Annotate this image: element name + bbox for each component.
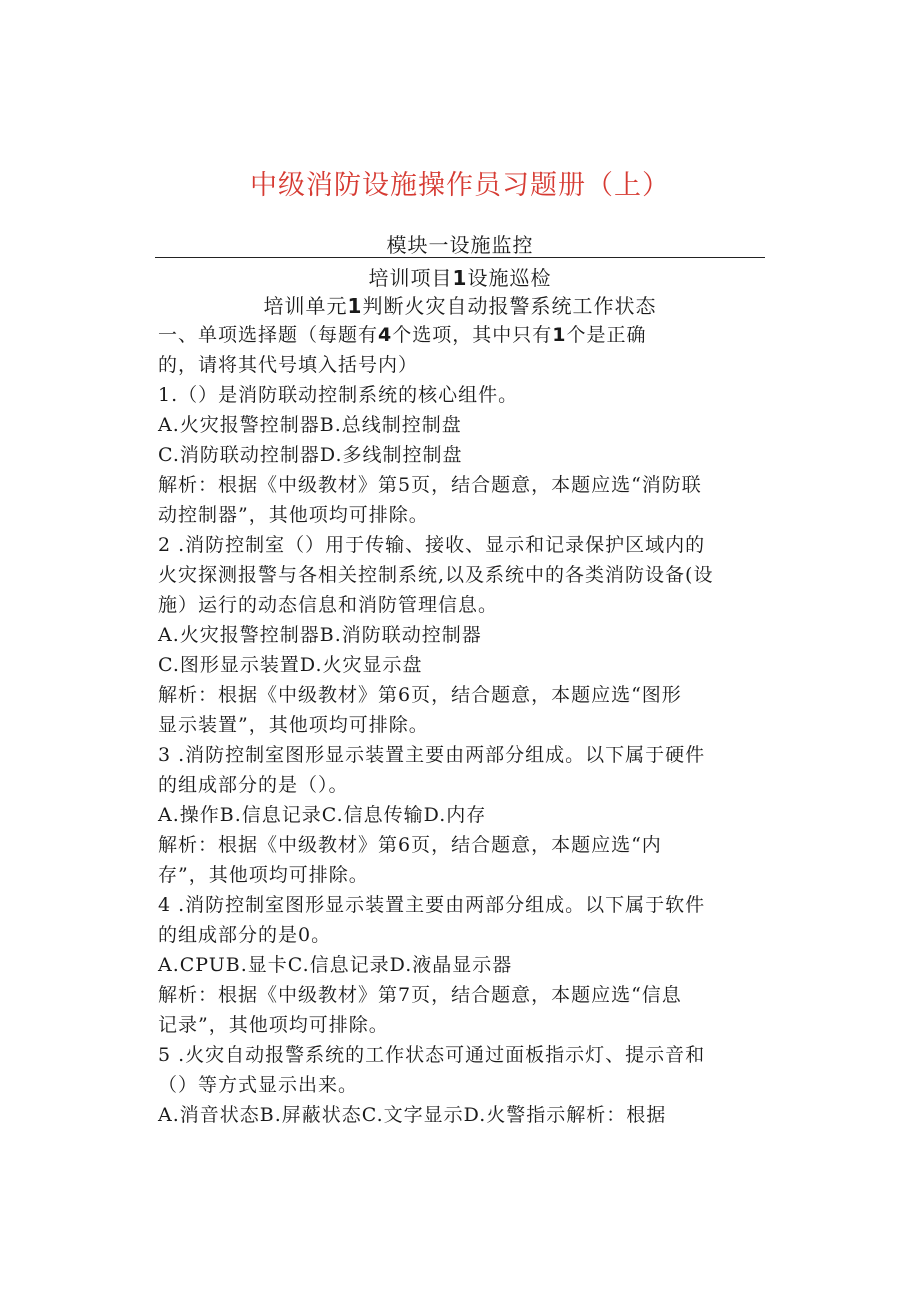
document-title: 中级消防设施操作员习题册（上）	[250, 170, 670, 201]
text-line: A.CPUB.显卡C.信息记录D.液晶显示器	[158, 954, 513, 976]
text-line: 解析：根据《中级教材》第6页，结合题意，本题应选“图形	[158, 684, 682, 706]
unit-heading	[0, 290, 920, 319]
instruction-text: 个选项，其中只有	[392, 324, 553, 346]
project-label: 培训项目	[368, 266, 453, 290]
text-line: 解析：根据《中级教材》第7页，结合题意，本题应选“信息	[158, 984, 682, 1006]
unit-number: 1	[347, 294, 363, 318]
text-line: A.火灾报警控制器B.总线制控制盘	[158, 414, 462, 436]
section-instruction-cont: 的，请将其代号填入括号内）	[158, 354, 419, 376]
text-line: 4 .消防控制室图形显示装置主要由两部分组成。以下属于软件	[158, 894, 706, 916]
text-line: 2 .消防控制室（）用于传输、接收、显示和记录保护区域内的	[158, 534, 706, 556]
option-count: 4	[378, 324, 393, 346]
section-instruction	[158, 320, 768, 350]
text-line: 显示装置”，其他项均可排除。	[158, 714, 429, 736]
project-number: 1	[452, 266, 468, 290]
text-line: 动控制器”，其他项均可排除。	[158, 504, 429, 526]
module-heading: 模块一设施监控	[386, 233, 534, 257]
text-line: 1.（）是消防联动控制系统的核心组件。	[158, 384, 519, 406]
unit-label: 培训单元	[263, 294, 348, 318]
text-line: 解析：根据《中级教材》第5页，结合题意，本题应选“消防联	[158, 474, 702, 496]
text-line: A.火灾报警控制器B.消防联动控制器	[158, 624, 482, 646]
project-name: 设施巡检	[467, 266, 552, 290]
correct-count: 1	[552, 324, 567, 346]
project-heading	[0, 262, 920, 291]
text-line: C.图形显示装置D.火灾显示盘	[158, 654, 423, 676]
unit-name: 判断火灾自动报警系统工作状态	[362, 294, 657, 318]
instruction-text: 一、单项选择题（每题有	[158, 324, 379, 346]
text-line: 施）运行的动态信息和消防管理信息。	[158, 594, 499, 616]
text-line: 火灾探测报警与各相关控制系统,以及系统中的各类消防设备(设	[158, 564, 714, 586]
text-line: 存”，其他项均可排除。	[158, 864, 369, 886]
text-line: A.操作B.信息记录C.信息传输D.内存	[158, 804, 487, 826]
text-line: A.消音状态B.屏蔽状态C.文字显示D.火警指示解析：根据	[158, 1104, 667, 1126]
question-lines	[158, 380, 768, 1130]
text-line: 的组成部分的是（）。	[158, 774, 349, 796]
instruction-text: 个是正确	[566, 324, 647, 346]
text-line: （）等方式显示出来。	[158, 1074, 359, 1096]
text-line: 解析：根据《中级教材》第6页，结合题意，本题应选“内	[158, 834, 662, 856]
text-line: 3 .消防控制室图形显示装置主要由两部分组成。以下属于硬件	[158, 744, 706, 766]
text-line: C.消防联动控制器D.多线制控制盘	[158, 444, 463, 466]
text-line: 记录”，其他项均可排除。	[158, 1014, 389, 1036]
text-line: 5 .火灾自动报警系统的工作状态可通过面板指示灯、提示音和	[158, 1044, 706, 1066]
text-line: 的组成部分的是0。	[158, 924, 332, 946]
heading-divider	[155, 257, 765, 258]
question-body	[158, 320, 768, 1130]
